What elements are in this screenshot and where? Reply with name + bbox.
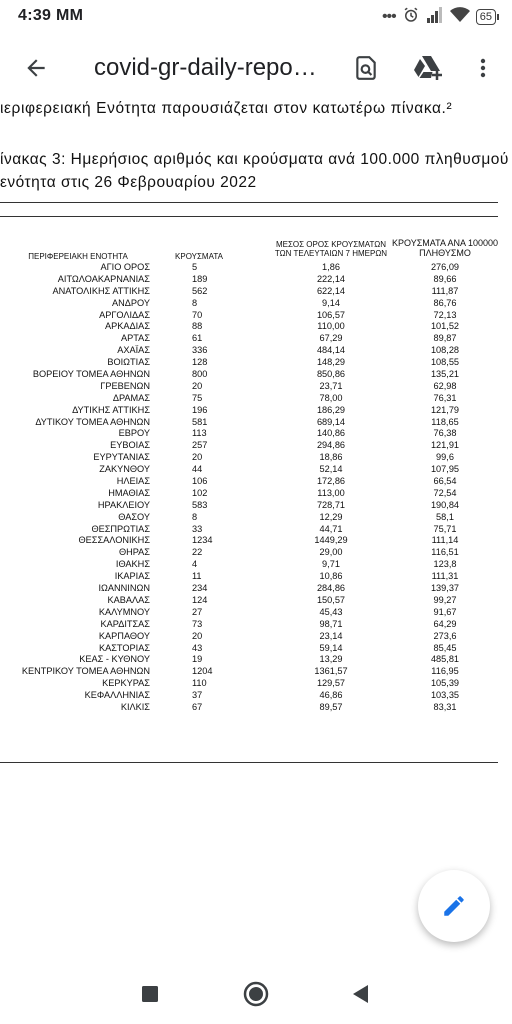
cell-region: ΑΡΚΑΔΙΑΣ bbox=[104, 321, 150, 332]
cell-cases: 336 bbox=[192, 345, 208, 356]
table-row bbox=[0, 512, 512, 524]
cell-per100k: 99,27 bbox=[433, 594, 457, 605]
cell-region: ΚΑΛΥΜΝΟΥ bbox=[98, 606, 150, 617]
table-row bbox=[0, 321, 512, 333]
cell-region: ΚΕΑΣ - ΚΥΘΝΟΥ bbox=[79, 654, 150, 665]
cell-per100k: 276,09 bbox=[430, 262, 460, 272]
table-row bbox=[0, 678, 512, 690]
table-bottom-rule bbox=[0, 762, 498, 763]
cell-region: ΒΟΙΩΤΙΑΣ bbox=[107, 357, 150, 368]
cell-per100k: 86,76 bbox=[433, 297, 457, 308]
cell-region: ΚΕΝΤΡΙΚΟΥ ΤΟΜΕΑ ΑΘΗΝΩΝ bbox=[21, 666, 150, 677]
cell-per100k: 139,37 bbox=[430, 583, 460, 594]
cell-per100k: 118,65 bbox=[431, 416, 459, 427]
table-row bbox=[0, 654, 512, 666]
header-cases: ΚΡΟΥΣΜΑΤΑ bbox=[175, 252, 223, 261]
recents-button[interactable] bbox=[134, 978, 166, 1010]
cell-per100k: 111,14 bbox=[431, 535, 459, 546]
cell-cases: 67 bbox=[192, 701, 203, 712]
wifi-icon bbox=[450, 7, 470, 28]
cell-region: ΑΡΓΟΛΙΔΑΣ bbox=[99, 309, 150, 320]
table-row bbox=[0, 452, 512, 464]
find-in-page-button[interactable] bbox=[350, 52, 382, 84]
table-header bbox=[0, 236, 512, 262]
cell-avg7: 110,00 bbox=[317, 321, 345, 332]
cell-region: ΕΥΡΥΤΑΝΙΑΣ bbox=[93, 452, 150, 463]
cell-avg7: 13,29 bbox=[319, 654, 343, 665]
cell-avg7: 44,71 bbox=[319, 523, 343, 534]
cell-cases: 234 bbox=[192, 583, 208, 594]
cell-avg7: 140,86 bbox=[316, 428, 346, 439]
cell-cases: 128 bbox=[192, 357, 208, 368]
header-per100k-line2: ΠΛΗΘΥΣΜΟ bbox=[419, 248, 471, 258]
cell-region: ΒΟΡΕΙΟΥ ΤΟΜΕΑ ΑΘΗΝΩΝ bbox=[32, 369, 150, 380]
cell-cases: 61 bbox=[192, 333, 203, 344]
cell-cases: 1234 bbox=[192, 535, 213, 546]
cell-cases: 70 bbox=[192, 309, 203, 320]
table-row bbox=[0, 476, 512, 488]
back-triangle-icon bbox=[351, 984, 369, 1004]
header-per100k-line1: ΚΡΟΥΣΜΑΤΑ ΑΝΑ 100000 bbox=[392, 238, 498, 248]
cell-region: ΑΡΤΑΣ bbox=[121, 333, 150, 344]
cell-per100k: 72,13 bbox=[433, 309, 457, 320]
cell-region: ΑΧΑΪΑΣ bbox=[117, 345, 150, 356]
table-row bbox=[0, 345, 512, 357]
add-to-drive-icon bbox=[413, 54, 443, 82]
more-options-button[interactable] bbox=[467, 52, 499, 84]
find-in-page-icon bbox=[353, 55, 379, 81]
cell-per100k: 116,51 bbox=[431, 547, 459, 558]
cell-avg7: 284,86 bbox=[316, 583, 346, 594]
cell-per100k: 105,39 bbox=[430, 678, 460, 689]
cell-avg7: 172,86 bbox=[316, 476, 346, 487]
cell-cases: 88 bbox=[192, 321, 203, 332]
document-title: covid-gr-daily-repo… bbox=[94, 54, 317, 81]
cell-avg7: 98,71 bbox=[319, 618, 343, 629]
cell-avg7: 150,57 bbox=[316, 594, 346, 605]
cell-region: ΘΕΣΠΡΩΤΙΑΣ bbox=[91, 523, 150, 534]
cell-per100k: 485,81 bbox=[430, 654, 460, 665]
table-row bbox=[0, 274, 512, 286]
notification-dots-icon: ••• bbox=[381, 8, 396, 25]
cell-per100k: 111,87 bbox=[431, 285, 459, 296]
table-row bbox=[0, 571, 512, 583]
cell-per100k: 76,31 bbox=[433, 392, 457, 403]
table-caption-line1: ίνακας 3: Ημερήσιος αριθμός και κρούσματα ανά 100.000 πληθυσμού bbox=[0, 151, 509, 168]
home-button[interactable] bbox=[240, 978, 272, 1010]
cell-region: ΑΝΑΤΟΛΙΚΗΣ ΑΤΤΙΚΗΣ bbox=[52, 285, 150, 296]
cell-per100k: 66,54 bbox=[433, 476, 457, 487]
cell-cases: 37 bbox=[192, 690, 203, 701]
cell-avg7: 59,14 bbox=[319, 642, 343, 653]
cell-region: ΑΝΔΡΟΥ bbox=[111, 297, 150, 308]
header-avg7-line1: ΜΕΣΟΣ ΟΡΟΣ ΚΡΟΥΣΜΑΤΩΝ bbox=[275, 240, 387, 249]
table-row bbox=[0, 702, 512, 714]
cell-region: ΖΑΚΥΝΘΟΥ bbox=[99, 464, 150, 475]
cell-per100k: 116,95 bbox=[431, 666, 459, 677]
cell-per100k: 89,87 bbox=[433, 333, 457, 344]
cell-cases: 1204 bbox=[192, 666, 213, 677]
table-row bbox=[0, 405, 512, 417]
cell-per100k: 111,31 bbox=[431, 571, 459, 582]
cell-region: ΗΛΕΙΑΣ bbox=[116, 476, 150, 487]
cell-per100k: 62,98 bbox=[433, 380, 457, 391]
cell-cases: 20 bbox=[192, 630, 203, 641]
table-top-rule bbox=[0, 202, 498, 203]
table-row bbox=[0, 607, 512, 619]
cell-cases: 800 bbox=[192, 369, 208, 380]
cell-per100k: 89,66 bbox=[433, 273, 457, 284]
table-caption-line2: ενότητα στις 26 Φεβρουαρίου 2022 bbox=[0, 174, 257, 191]
cell-region: ΔΥΤΙΚΗΣ ΑΤΤΙΚΗΣ bbox=[72, 404, 150, 415]
cell-region: ΘΗΡΑΣ bbox=[118, 547, 150, 558]
cell-per100k: 103,35 bbox=[430, 690, 460, 701]
cell-per100k: 72,54 bbox=[433, 487, 457, 498]
cell-cases: 102 bbox=[192, 487, 208, 498]
cell-avg7: 186,29 bbox=[316, 404, 346, 415]
cell-avg7: 728,71 bbox=[316, 499, 346, 510]
cell-region: ΕΥΒΟΙΑΣ bbox=[110, 440, 150, 451]
cell-avg7: 689,14 bbox=[316, 416, 346, 427]
table-row bbox=[0, 595, 512, 607]
cell-cases: 22 bbox=[192, 547, 203, 558]
cell-per100k: 121,79 bbox=[430, 404, 460, 415]
cell-per100k: 121,91 bbox=[430, 440, 460, 451]
cell-cases: 20 bbox=[192, 380, 203, 391]
cell-avg7: 29,00 bbox=[319, 547, 343, 558]
table-row bbox=[0, 428, 512, 440]
cell-region: ΕΒΡΟΥ bbox=[118, 428, 150, 439]
cell-per100k: 108,28 bbox=[430, 345, 460, 356]
cell-avg7: 222,14 bbox=[316, 273, 346, 284]
cell-avg7: 484,14 bbox=[316, 345, 346, 356]
table-row bbox=[0, 286, 512, 298]
document-viewer[interactable] bbox=[0, 100, 512, 956]
table-row bbox=[0, 619, 512, 631]
table-row bbox=[0, 524, 512, 536]
cell-per100k: 107,95 bbox=[430, 464, 460, 475]
table-row bbox=[0, 440, 512, 452]
cell-cases: 75 bbox=[192, 392, 203, 403]
cell-avg7: 52,14 bbox=[319, 464, 343, 475]
cell-region: ΙΩΑΝΝΙΝΩΝ bbox=[98, 583, 150, 594]
cell-cases: 124 bbox=[192, 594, 208, 605]
cell-cases: 196 bbox=[192, 404, 208, 415]
table-row bbox=[0, 369, 512, 381]
cell-avg7: 9,71 bbox=[322, 559, 340, 570]
cell-cases: 20 bbox=[192, 452, 203, 463]
signal-icon bbox=[426, 7, 444, 28]
cell-region: ΚΑΡΠΑΘΟΥ bbox=[98, 630, 150, 641]
cell-per100k: 108,55 bbox=[430, 357, 460, 368]
cell-avg7: 106,57 bbox=[316, 309, 346, 320]
app-bar bbox=[0, 36, 512, 100]
cell-per100k: 75,71 bbox=[433, 523, 457, 534]
table-row bbox=[0, 333, 512, 345]
cell-region: ΘΑΣΟΥ bbox=[118, 511, 150, 522]
table-row bbox=[0, 535, 512, 547]
cell-cases: 33 bbox=[192, 523, 203, 534]
system-navigation-bar bbox=[0, 964, 512, 1024]
table-row bbox=[0, 583, 512, 595]
cell-avg7: 18,86 bbox=[319, 452, 343, 463]
cell-region: ΔΥΤΙΚΟΥ ΤΟΜΕΑ ΑΘΗΝΩΝ bbox=[35, 416, 150, 427]
recents-square-icon bbox=[141, 985, 159, 1003]
cell-cases: 581 bbox=[192, 416, 208, 427]
cell-cases: 106 bbox=[192, 476, 208, 487]
cell-avg7: 148,29 bbox=[316, 357, 346, 368]
back-arrow-icon bbox=[23, 55, 49, 81]
table-row bbox=[0, 417, 512, 429]
cell-per100k: 91,67 bbox=[433, 606, 457, 617]
cell-region: ΘΕΣΣΑΛΟΝΙΚΗΣ bbox=[78, 535, 150, 546]
cell-cases: 257 bbox=[192, 440, 208, 451]
cell-cases: 8 bbox=[192, 511, 198, 522]
cell-per100k: 273,6 bbox=[433, 630, 457, 641]
cell-avg7: 23,14 bbox=[319, 630, 343, 641]
cell-region: ΙΚΑΡΙΑΣ bbox=[114, 571, 150, 582]
table-body bbox=[0, 262, 512, 714]
table-row bbox=[0, 500, 512, 512]
cell-region: ΚΕΦΑΛΛΗΝΙΑΣ bbox=[84, 690, 150, 701]
cell-avg7: 46,86 bbox=[319, 690, 343, 701]
table-row bbox=[0, 262, 512, 274]
table-row bbox=[0, 357, 512, 369]
cell-per100k: 123,8 bbox=[433, 559, 457, 570]
battery-icon: 65 bbox=[476, 9, 496, 25]
table-row bbox=[0, 488, 512, 500]
table-row bbox=[0, 310, 512, 322]
cell-cases: 44 bbox=[192, 464, 203, 475]
table-row bbox=[0, 547, 512, 559]
cell-region: ΚΑΡΔΙΤΣΑΣ bbox=[100, 618, 150, 629]
cell-avg7: 23,71 bbox=[319, 380, 343, 391]
cell-per100k: 76,38 bbox=[433, 428, 457, 439]
table-row bbox=[0, 464, 512, 476]
cell-cases: 110 bbox=[192, 678, 207, 689]
cell-avg7: 294,86 bbox=[316, 440, 346, 451]
cell-per100k: 64,29 bbox=[433, 618, 457, 629]
status-icons bbox=[382, 6, 496, 28]
back-nav-button[interactable] bbox=[344, 978, 376, 1010]
cell-region: ΓΡΕΒΕΝΩΝ bbox=[100, 380, 150, 391]
table-row bbox=[0, 631, 512, 643]
cell-avg7: 1,86 bbox=[322, 262, 340, 272]
cell-avg7: 1361,57 bbox=[314, 666, 348, 677]
cell-cases: 19 bbox=[192, 654, 203, 665]
cell-region: ΔΡΑΜΑΣ bbox=[112, 392, 150, 403]
intro-paragraph-fragment: ιεριφερειακή Ενότητα παρουσιάζεται στον κατωτέρω πίνακα.² bbox=[0, 100, 453, 117]
add-to-drive-button[interactable] bbox=[412, 52, 444, 84]
cell-avg7: 9,14 bbox=[322, 297, 340, 308]
cell-cases: 11 bbox=[192, 571, 202, 582]
cell-avg7: 622,14 bbox=[316, 285, 346, 296]
alarm-icon bbox=[402, 6, 420, 29]
table-row bbox=[0, 298, 512, 310]
header-avg7-line2: ΤΩΝ ΤΕΛΕΥΤΑΙΩΝ 7 ΗΜΕΡΩΝ bbox=[274, 249, 388, 258]
cell-avg7: 1449,29 bbox=[314, 535, 348, 546]
cell-avg7: 78,00 bbox=[319, 392, 343, 403]
table-header-rule bbox=[0, 216, 498, 217]
cell-cases: 73 bbox=[192, 618, 203, 629]
back-button[interactable] bbox=[20, 52, 52, 84]
table-row bbox=[0, 690, 512, 702]
home-circle-icon bbox=[243, 981, 269, 1007]
cell-cases: 27 bbox=[192, 606, 203, 617]
more-vert-icon bbox=[471, 56, 495, 80]
cell-cases: 562 bbox=[192, 285, 208, 296]
table-row bbox=[0, 559, 512, 571]
cell-per100k: 58,1 bbox=[436, 511, 454, 522]
cell-avg7: 89,57 bbox=[319, 701, 343, 712]
cell-region: ΑΙΤΩΛΟΑΚΑΡΝΑΝΙΑΣ bbox=[57, 273, 150, 284]
header-region: ΠΕΡΙΦΕΡΕΙΑΚΗ ΕΝΟΤΗΤΑ bbox=[28, 252, 128, 261]
table-caption bbox=[0, 148, 509, 194]
cell-region: ΚΕΡΚΥΡΑΣ bbox=[102, 678, 150, 689]
cell-avg7: 12,29 bbox=[319, 511, 343, 522]
cell-per100k: 101,52 bbox=[430, 321, 460, 332]
cell-region: ΚΑΣΤΟΡΙΑΣ bbox=[98, 642, 150, 653]
table-row bbox=[0, 393, 512, 405]
cell-avg7: 850,86 bbox=[316, 369, 346, 380]
cell-region: ΚΑΒΑΛΑΣ bbox=[107, 594, 150, 605]
cell-cases: 4 bbox=[192, 559, 198, 570]
status-bar bbox=[0, 0, 512, 36]
cases-table bbox=[0, 236, 512, 714]
cell-avg7: 67,29 bbox=[319, 333, 343, 344]
cell-region: ΗΜΑΘΙΑΣ bbox=[108, 487, 150, 498]
cell-per100k: 135,21 bbox=[430, 369, 460, 380]
cell-cases: 189 bbox=[192, 273, 208, 284]
status-time: 4:39 MM bbox=[18, 7, 84, 24]
cell-cases: 113 bbox=[192, 428, 207, 439]
cell-avg7: 10,86 bbox=[319, 571, 343, 582]
edit-fab-button[interactable] bbox=[418, 870, 490, 942]
cell-avg7: 129,57 bbox=[316, 678, 346, 689]
table-row bbox=[0, 643, 512, 655]
cell-cases: 43 bbox=[192, 642, 203, 653]
cell-avg7: 113,00 bbox=[317, 487, 345, 498]
cell-cases: 8 bbox=[192, 297, 198, 308]
cell-region: ΚΙΛΚΙΣ bbox=[120, 701, 150, 712]
cell-cases: 5 bbox=[192, 262, 198, 272]
cell-avg7: 45,43 bbox=[319, 606, 343, 617]
table-row bbox=[0, 381, 512, 393]
cell-region: ΑΓΙΟ ΟΡΟΣ bbox=[100, 262, 150, 272]
cell-region: ΗΡΑΚΛΕΙΟΥ bbox=[97, 499, 150, 510]
cell-region: ΙΘΑΚΗΣ bbox=[115, 559, 150, 570]
edit-pencil-icon bbox=[441, 893, 467, 919]
table-row bbox=[0, 666, 512, 678]
header-per100k bbox=[380, 238, 510, 258]
cell-per100k: 85,45 bbox=[433, 642, 457, 653]
cell-cases: 583 bbox=[192, 499, 208, 510]
cell-per100k: 83,31 bbox=[433, 701, 457, 712]
cell-per100k: 190,84 bbox=[430, 499, 460, 510]
cell-per100k: 99,6 bbox=[436, 452, 454, 463]
